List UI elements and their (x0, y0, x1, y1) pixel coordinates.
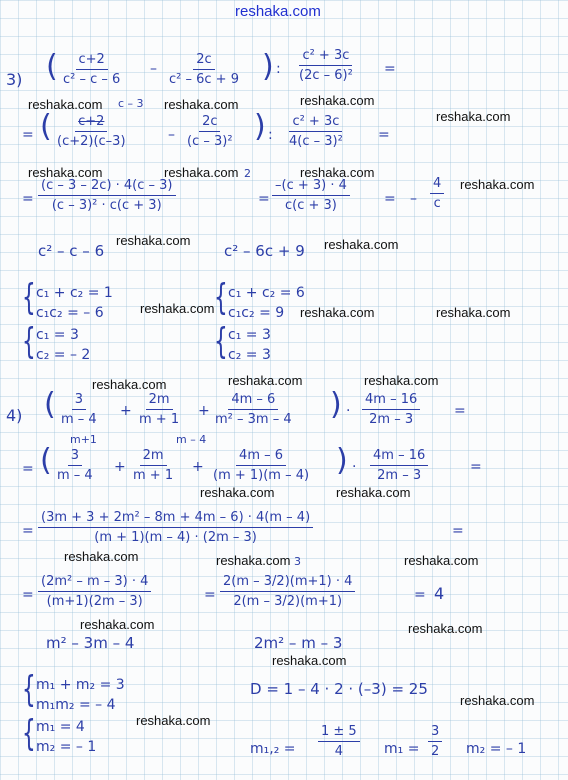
sys-line: c₂ = – 2 (36, 347, 91, 363)
operator: + (198, 403, 210, 419)
equals: = (452, 523, 464, 539)
root-m2: m₂ = – 1 (466, 741, 527, 757)
sys-line: c₁ + c₂ = 6 (228, 285, 305, 301)
operator: – (150, 61, 157, 77)
system-brace: { (22, 321, 36, 362)
task4-l1-frac3: $\frac{4m - 6}{\text{m² – 3m – 4}}$ (215, 392, 292, 427)
sys-line: c₁ = 3 (228, 327, 271, 343)
task4-l4-frac1: $\frac{\text{(2m² – m – 3) · 4}}{(m+1)(2m - 3)}$ (38, 574, 151, 609)
sys-line: c₁ = 3 (36, 327, 79, 343)
close-paren: ) (254, 109, 266, 144)
watermark-label: reshaka.com (408, 621, 483, 636)
task4-l1-frac4: $\frac{4m - 16}{2m - 3}$ (362, 392, 420, 427)
equals: = (378, 127, 390, 143)
equals: = (22, 523, 34, 539)
watermark-label: reshaka.com (216, 553, 291, 568)
watermark-label: reshaka.com (28, 97, 103, 112)
watermark-label: reshaka.com (80, 617, 155, 632)
watermark-label: reshaka.com (272, 653, 347, 668)
task4-l4-frac2: $\frac{2(m - 3/2)(m+1) \cdot 4}{2(m - 3/2)(m+1)}$ (220, 574, 355, 609)
equals: = (258, 191, 270, 207)
equals: = (22, 587, 34, 603)
watermark-label: reshaka.com (136, 713, 211, 728)
open-paren: ( (44, 387, 56, 422)
task4-result: 4 (434, 584, 445, 603)
task4-l2-note: m+1 (70, 433, 97, 446)
watermark-label: reshaka.com (460, 693, 535, 708)
sys-line: c₁c₂ = 9 (228, 305, 285, 321)
sys-line: c₂ = 3 (228, 347, 271, 363)
task3-l2-frac2: $\frac{2c}{\text{(c – 3)²}}$ (187, 114, 233, 149)
open-paren: ( (40, 443, 52, 478)
operator: : (268, 127, 273, 143)
watermark-label: reshaka.com (164, 165, 239, 180)
system-brace: { (22, 669, 36, 710)
watermark-label: reshaka.com (300, 165, 375, 180)
root-m1-frac: $\frac{3}{2}$ (428, 724, 442, 759)
minus: – (410, 191, 417, 207)
equals: = (384, 191, 396, 207)
root-m1-label: m₁ = (384, 741, 420, 757)
operator: – (168, 127, 175, 143)
equals: = (22, 191, 34, 207)
task3-l3-frac3: $\frac{4}{c}$ (430, 176, 444, 211)
watermark-label: reshaka.com (300, 305, 375, 320)
task4-l3-frac: $\frac{\text{(3m + 3 + 2m² – 8m + 4m – 6) · 4(m – 4)}}{(m + 1)(m - 4) \cdot (2m - 3)}$ (38, 510, 313, 545)
sys-line: c₁c₂ = – 6 (36, 305, 104, 321)
operator: · (346, 403, 351, 419)
watermark-label: reshaka.com (404, 553, 479, 568)
open-paren: ( (40, 109, 52, 144)
close-paren: ) (336, 443, 348, 478)
task3-poly-left: c² – c – 6 (38, 242, 105, 260)
task3-l3-frac2: $\frac{-(c + 3) \cdot 4}{c(c + 3)}$ (272, 178, 350, 213)
watermark-label: reshaka.com (460, 177, 535, 192)
operator: + (114, 459, 126, 475)
close-paren: ) (330, 387, 342, 422)
watermark-label: reshaka.com (116, 233, 191, 248)
equals: = (22, 461, 34, 477)
watermark-label: reshaka.com (64, 549, 139, 564)
sys-line: m₁ = 4 (36, 719, 85, 735)
task4-number: 4) (6, 406, 23, 425)
watermark-label: reshaka.com (336, 485, 411, 500)
task4-l2-frac1: $\frac{3}{m - 4}$ (57, 448, 93, 483)
watermark-label: reshaka.com (436, 305, 511, 320)
watermark-top: reshaka.com (235, 3, 321, 20)
sys-line: m₂ = – 1 (36, 739, 97, 755)
watermark-label: reshaka.com (228, 373, 303, 388)
task3-l1-frac3: $\frac{\text{c² + 3c}}{\text{(2c – 6)²}}$ (299, 48, 353, 83)
task4-l4-note: 3 (294, 555, 301, 568)
task4-l1-frac2: $\frac{2m}{m + 1}$ (139, 392, 180, 427)
watermark-label: reshaka.com (28, 165, 103, 180)
task3-l2-note: c – 3 (118, 97, 144, 110)
task3-l1-frac2: $\frac{2c}{\text{c² – 6c + 9}}$ (169, 52, 239, 87)
discriminant: D = 1 – 4 · 2 · (–3) = 25 (250, 680, 428, 698)
equals: = (22, 127, 34, 143)
operator: · (352, 459, 357, 475)
operator: + (192, 459, 204, 475)
equals: = (414, 587, 426, 603)
sys-line: c₁ + c₂ = 1 (36, 285, 113, 301)
task3-l3-note: 2 (244, 167, 251, 180)
system-brace: { (22, 277, 36, 318)
task3-l2-frac1: $\frac{c+2}{(c+2)(c-3)}$ (57, 114, 126, 149)
operator: + (120, 403, 132, 419)
system-brace: { (214, 277, 228, 318)
operator: : (276, 61, 281, 77)
roots-label: m₁,₂ = (250, 741, 296, 757)
task4-poly-left: m² – 3m – 4 (46, 634, 135, 652)
task4-l2-frac2: $\frac{2m}{m + 1}$ (133, 448, 174, 483)
watermark-label: reshaka.com (364, 373, 439, 388)
watermark-label: reshaka.com (164, 97, 239, 112)
sys-line: m₁m₂ = – 4 (36, 697, 116, 713)
equals: = (470, 459, 482, 475)
task4-l2-frac3: $\frac{4m - 6}{(m + 1)(m - 4)}$ (213, 448, 310, 483)
watermark-label: reshaka.com (200, 485, 275, 500)
task3-poly-right: c² – 6c + 9 (224, 242, 305, 260)
task3-number: 3) (6, 70, 23, 89)
equals: = (454, 403, 466, 419)
system-brace: { (214, 321, 228, 362)
task4-poly-right: 2m² – m – 3 (254, 634, 343, 652)
watermark-label: reshaka.com (92, 377, 167, 392)
equals: = (384, 61, 396, 77)
watermark-label: reshaka.com (436, 109, 511, 124)
system-brace: { (22, 713, 36, 754)
open-paren: ( (46, 49, 58, 84)
watermark-label: reshaka.com (324, 237, 399, 252)
watermark-label: reshaka.com (140, 301, 215, 316)
task3-l3-frac1: $\frac{(c - 3 - 2c) \cdot 4(c - 3)}{\text{(c – 3)² · c(c + 3)}}$ (38, 178, 176, 213)
task4-l1-frac1: $\frac{3}{m - 4}$ (61, 392, 97, 427)
sys-line: m₁ + m₂ = 3 (36, 677, 125, 693)
task3-l1-frac1: $\frac{c+2}{\text{c² – c – 6}}$ (63, 52, 121, 87)
task4-l2-frac4: $\frac{4m - 16}{2m - 3}$ (370, 448, 428, 483)
watermark-label: reshaka.com (300, 93, 375, 108)
equals: = (204, 587, 216, 603)
close-paren: ) (262, 49, 274, 84)
task3-l2-frac3: $\frac{\text{c² + 3c}}{\text{4(c – 3)²}}$ (289, 114, 343, 149)
roots-frac: $\frac{1 \pm 5}{4}$ (318, 724, 360, 759)
task4-l2-note: m – 4 (176, 433, 207, 446)
